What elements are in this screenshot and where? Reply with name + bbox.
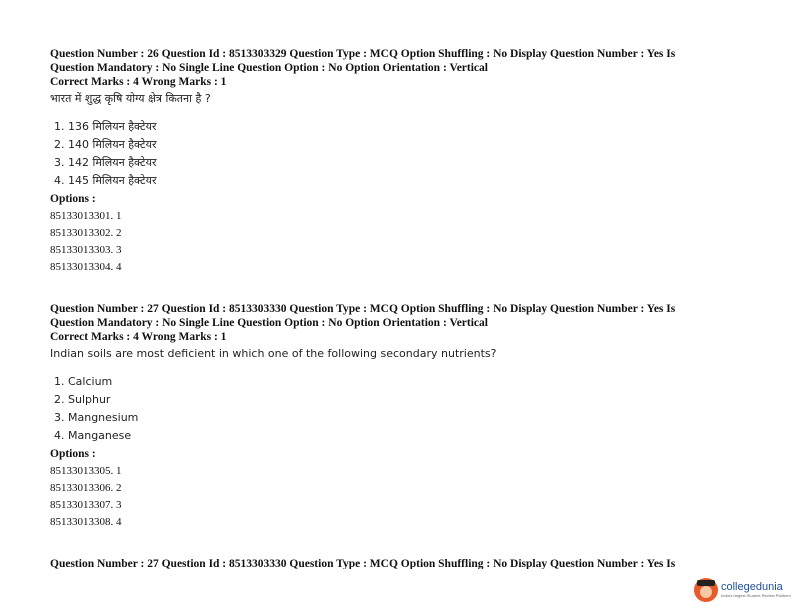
options-label: Options : <box>50 448 96 460</box>
option-id: 85133013307. 3 <box>50 499 122 511</box>
answer-option: 2. Sulphur <box>54 393 111 406</box>
options-label: Options : <box>50 193 96 205</box>
answer-option: 3. Mangnesium <box>54 411 139 424</box>
option-ids-list <box>50 463 750 531</box>
option-id: 85133013304. 4 <box>50 261 122 273</box>
cut-off-question-meta: Question Number : 27 Question Id : 8513303330 Question Type : MCQ Option Shuffling : No Display Question Number : Yes Is <box>50 558 676 569</box>
option-ids-list <box>50 208 750 276</box>
question-block-26 <box>50 47 750 276</box>
option-id: 85133013306. 2 <box>50 482 122 494</box>
answer-option: 4. 145 मिलियन हैक्टेयर <box>54 174 157 187</box>
answer-option: 2. 140 मिलियन हैक्टेयर <box>54 138 157 151</box>
option-id: 85133013301. 1 <box>50 210 122 222</box>
question-marks: Correct Marks : 4 Wrong Marks : 1 <box>50 331 227 343</box>
logo-tagline: India's largest Student Review Platform <box>721 593 791 598</box>
answer-options-list <box>50 118 750 190</box>
collegedunia-logo-icon <box>694 578 718 602</box>
question-meta-line-2: Question Mandatory : No Single Line Question Option : No Option Orientation : Vertical <box>50 317 488 329</box>
question-meta-line-1: Question Number : 27 Question Id : 8513303330 Question Type : MCQ Option Shuffling : No Display Question Number : Yes Is <box>50 303 676 315</box>
question-meta-line-2: Question Mandatory : No Single Line Question Option : No Option Orientation : Vertical <box>50 62 488 74</box>
question-meta-line-1: Question Number : 26 Question Id : 8513303329 Question Type : MCQ Option Shuffling : No Display Question Number : Yes Is <box>50 48 676 60</box>
logo-name: collegedunia <box>721 581 783 593</box>
question-text: Indian soils are most deficient in which one of the following secondary nutrients? <box>50 347 497 360</box>
question-marks: Correct Marks : 4 Wrong Marks : 1 <box>50 76 227 88</box>
answer-options-list <box>50 373 750 445</box>
option-id: 85133013305. 1 <box>50 465 122 477</box>
question-block-27 <box>50 302 750 531</box>
answer-option: 1. 136 मिलियन हैक्टेयर <box>54 120 157 133</box>
question-text: भारत में शुद्ध कृषि योग्य क्षेत्र कितना है ? <box>50 92 211 105</box>
collegedunia-logo <box>694 578 791 602</box>
option-id: 85133013302. 2 <box>50 227 122 239</box>
option-id: 85133013308. 4 <box>50 516 122 528</box>
answer-option: 1. Calcium <box>54 375 113 388</box>
answer-option: 3. 142 मिलियन हैक्टेयर <box>54 156 157 169</box>
answer-option: 4. Manganese <box>54 429 132 442</box>
option-id: 85133013303. 3 <box>50 244 122 256</box>
